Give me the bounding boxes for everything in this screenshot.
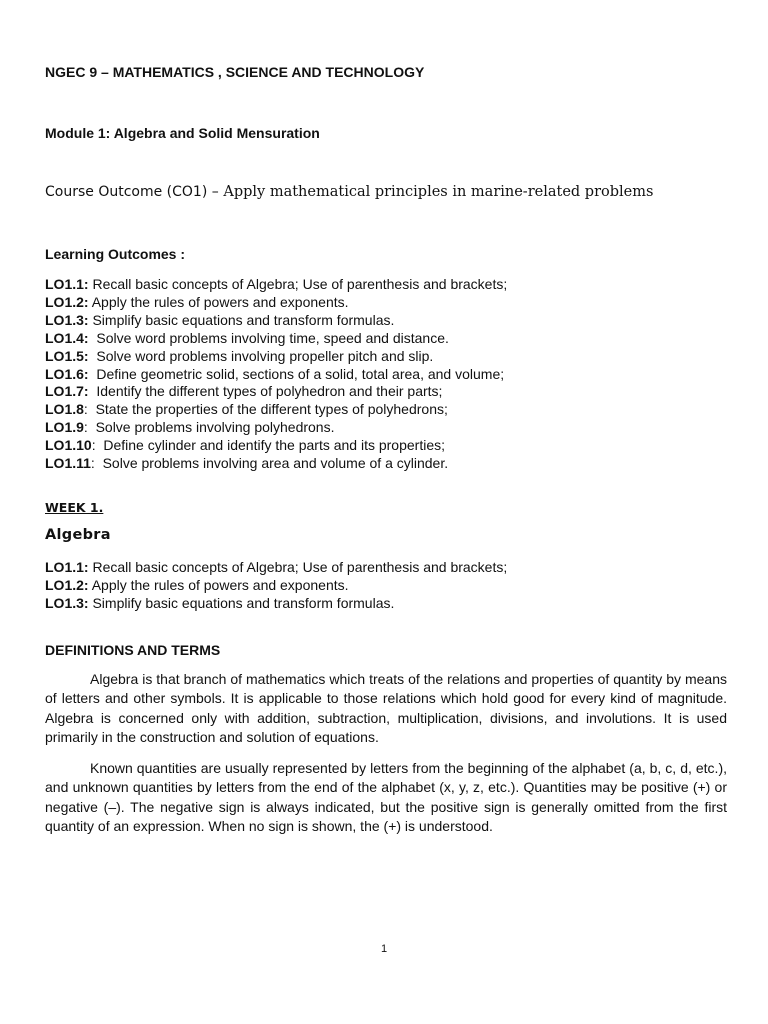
list-item [45, 330, 507, 348]
list-item [45, 366, 507, 384]
lo-text: Recall basic concepts of Algebra; Use of parenthesis and brackets; [88, 559, 508, 575]
lo-code: LO1.3: [45, 311, 89, 328]
course-outcome-label: Course Outcome (CO1) – [45, 184, 219, 200]
lo-code: LO1.10 [45, 437, 92, 454]
list-item [45, 312, 507, 330]
lo-code: LO1.4: [45, 329, 89, 346]
week-outcomes-list [45, 558, 507, 612]
lo-text: : Define cylinder and identify the parts and its properties; [91, 437, 446, 454]
page-number: 1 [380, 943, 388, 955]
course-title: NGEC 9 – MATHEMATICS , SCIENCE AND TECHNOLOGY [45, 64, 425, 80]
list-item [45, 294, 507, 312]
list-item [45, 558, 507, 576]
lo-code: LO1.5: [45, 347, 89, 364]
lo-text: Simplify basic equations and transform formulas. [88, 595, 395, 611]
lo-code: LO1.6: [45, 365, 89, 382]
list-item [45, 348, 507, 366]
lo-text: Apply the rules of powers and exponents. [88, 293, 349, 310]
lo-text: : State the properties of the different types of polyhedrons; [83, 401, 448, 418]
list-item [45, 576, 507, 594]
list-item [45, 437, 507, 455]
lo-text: Solve word problems involving propeller pitch and slip. [88, 347, 434, 364]
lo-text: Define geometric solid, sections of a solid, total area, and volume; [88, 365, 505, 382]
course-outcome-text: Apply mathematical principles in marine-related problems [223, 184, 654, 200]
module-title: Module 1: Algebra and Solid Mensuration [45, 125, 320, 141]
lo-text: : Solve problems involving polyhedrons. [83, 419, 335, 436]
lo-code: LO1.2: [45, 577, 89, 593]
list-item [45, 455, 507, 473]
lo-text: Identify the different types of polyhedron and their parts; [88, 383, 443, 400]
lo-text: Recall basic concepts of Algebra; Use of parenthesis and brackets; [88, 276, 508, 292]
list-item [45, 419, 507, 437]
lo-text: Solve word problems involving time, speed and distance. [88, 329, 449, 346]
lo-code: LO1.2: [45, 293, 89, 310]
lo-code: LO1.7: [45, 383, 89, 400]
lo-code: LO1.1: [45, 276, 89, 292]
lo-text: : Solve problems involving area and volume of a cylinder. [90, 455, 449, 472]
definition-paragraph: Known quantities are usually represented by letters from the beginning of the alphabet (a, b, c, d, etc.), and unknown quantities by letters from the end of the alphabet (x, y, z, etc.). Quantities may be positive (+) or negative (–). The negative sign is always indicated, but the positive sign is generally omitted from the first quantity of an expression. When no sign is shown, the (+) is understood. [45, 760, 727, 835]
course-outcome [45, 184, 653, 200]
topic-title: Algebra [45, 527, 111, 543]
lo-code: LO1.1: [45, 559, 89, 575]
lo-text: Simplify basic equations and transform formulas. [88, 311, 395, 328]
list-item [45, 276, 507, 294]
lo-text: Apply the rules of powers and exponents. [88, 577, 349, 593]
list-item [45, 383, 507, 401]
learning-outcomes-heading: Learning Outcomes : [45, 246, 186, 262]
week-label: WEEK 1. [45, 500, 104, 515]
learning-outcomes-list [45, 276, 507, 473]
list-item [45, 594, 507, 612]
lo-code: LO1.8 [45, 401, 84, 418]
lo-code: LO1.3: [45, 595, 89, 611]
lo-code: LO1.9 [45, 419, 84, 436]
list-item [45, 401, 507, 419]
definitions-heading: DEFINITIONS AND TERMS [45, 642, 221, 658]
definition-paragraph: Algebra is that branch of mathematics which treats of the relations and properties of quantity by means of letters and other symbols. It is applicable to those relations which hold good for every kind of magnitude. Algebra is concerned only with addition, subtraction, multiplication, divisions, and involutions. It is used primarily in the construction and solution of equations. [45, 671, 727, 746]
lo-code: LO1.11 [45, 455, 91, 472]
